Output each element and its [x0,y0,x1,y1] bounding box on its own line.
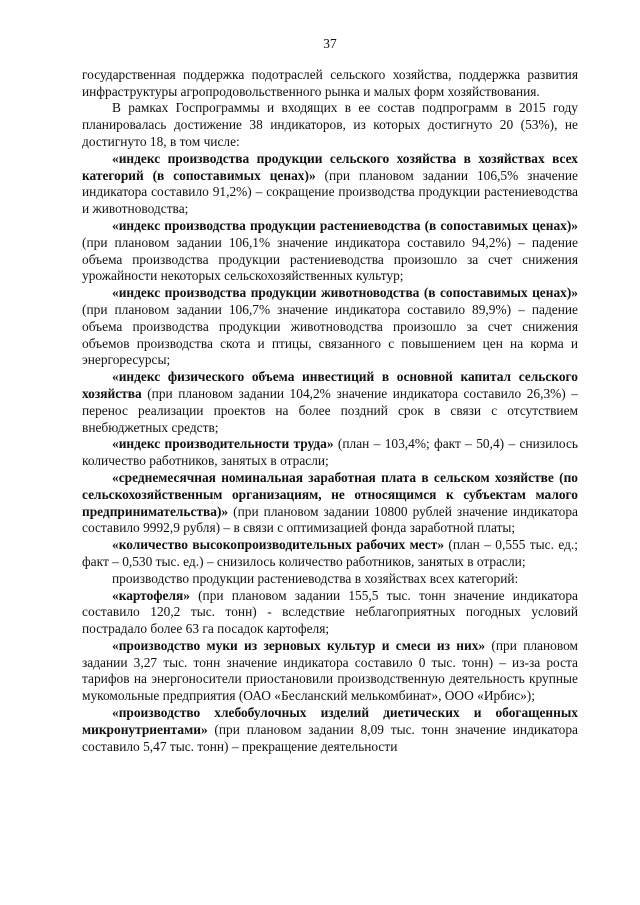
text-run: (план – 0,555 тыс. ед.; факт – 0,530 тыс. ед.) – снизилось количество работников, занятых в отрасли; [82,537,578,569]
bold-text-run: «количество высокопроизводительных рабочих мест» [112,537,445,553]
text-run: (при плановом задании 106,5% значение индикатора составило 91,2%) – сокращение производства продукции растениеводства и животноводства; [82,167,578,217]
paragraph [82,218,578,285]
text-run: В рамках Госпрограммы и входящих в ее состав подпрограмм в 2015 году планировалась достижение 38 индикаторов, из которых достигнуто 20 (53%), не достигнуто 18, в том числе: [82,100,578,149]
bold-text-run: «индекс производства продукции растениеводства (в сопоставимых ценах)» [112,217,578,233]
text-run: (план – 103,4%; факт – 50,4) – снизилось количество работников, занятых в отрасли; [82,436,578,469]
bold-text-run: «среднемесячная номинальная заработная плата в сельском хозяйстве (по сельскохозяйственным организациям, не относящимся к субъектам малого предпринимательства)» [82,469,578,519]
text-run: (при плановом задании 3,27 тыс. тонн значение индикатора составило 0 тыс. тонн) – из-за роста тарифов на энергоносители приостановили производственную деятельность крупные мукомольные предприятия (ОАО «Бесланский мелькомбинат», ООО «Ирбис»); [82,637,578,704]
paragraph [82,588,578,638]
paragraph [82,571,578,588]
bold-text-run: «производство хлебобулочных изделий диетических и обогащенных микронутриентами» [82,705,578,737]
paragraph [82,285,578,369]
paragraph [82,470,578,537]
paragraph [82,537,578,571]
text-run: (при плановом задании 155,5 тыс. тонн значение индикатора составило 120,2 тыс. тонн) - вследствие неблагоприятных погодных условий пострадало более 63 га посадок картофеля; [82,587,578,637]
bold-text-run: «картофеля» [112,587,190,603]
bold-text-run: «производство муки из зерновых культур и смеси из них» [112,637,486,653]
paragraph [82,436,578,470]
paragraph [82,67,578,101]
bold-text-run: «индекс производства продукции животноводства (в сопоставимых ценах)» [112,285,578,301]
text-run: (при плановом задании 106,1% значение индикатора составило 94,2%) – падение объема производства продукции растениеводства произошло за счет снижения урожайности некоторых сельскохозяйственных культур; [82,234,578,284]
text-run: (при плановом задании 10800 рублей значение индикатора составило 9992,9 рубля) – в связи с оптимизацией фонда заработной платы; [82,503,578,536]
paragraph [82,638,578,705]
document-body [82,67,578,756]
text-run: (при плановом задании 8,09 тыс. тонн значение индикатора составило 5,47 тыс. тонн) – прекращение деятельности [82,721,578,754]
bold-text-run: «индекс производительности труда» [112,436,334,452]
text-run: производство продукции растениеводства в хозяйствах всех категорий: [112,570,519,586]
text-run: государственная поддержка подотраслей сельского хозяйства, поддержка развития инфраструктуры агропродовольственного рынка и малых форм хозяйствования. [82,66,578,99]
text-run: (при плановом задании 104,2% значение индикатора составило 26,3%) – перенос реализации проектов на более поздний срок в связи с отсутствием внебюджетных средств; [82,385,578,435]
paragraph [82,100,578,150]
document-page [82,36,578,755]
paragraph [82,369,578,436]
paragraph [82,705,578,755]
page-number: 37 [323,36,337,51]
text-run: (при плановом задании 106,7% значение индикатора составило 89,9%) – падение объема производства продукции животноводства произошло за счет снижения объемов производства скота и птицы, связанного с повышением цен на корма и энергоресурсы; [82,301,578,368]
bold-text-run: «индекс производства продукции сельского хозяйства в хозяйствах всех категорий (в сопоставимых ценах)» [82,150,578,183]
paragraph [82,151,578,218]
bold-text-run: «индекс физического объема инвестиций в основной капитал сельского хозяйства [82,369,578,401]
